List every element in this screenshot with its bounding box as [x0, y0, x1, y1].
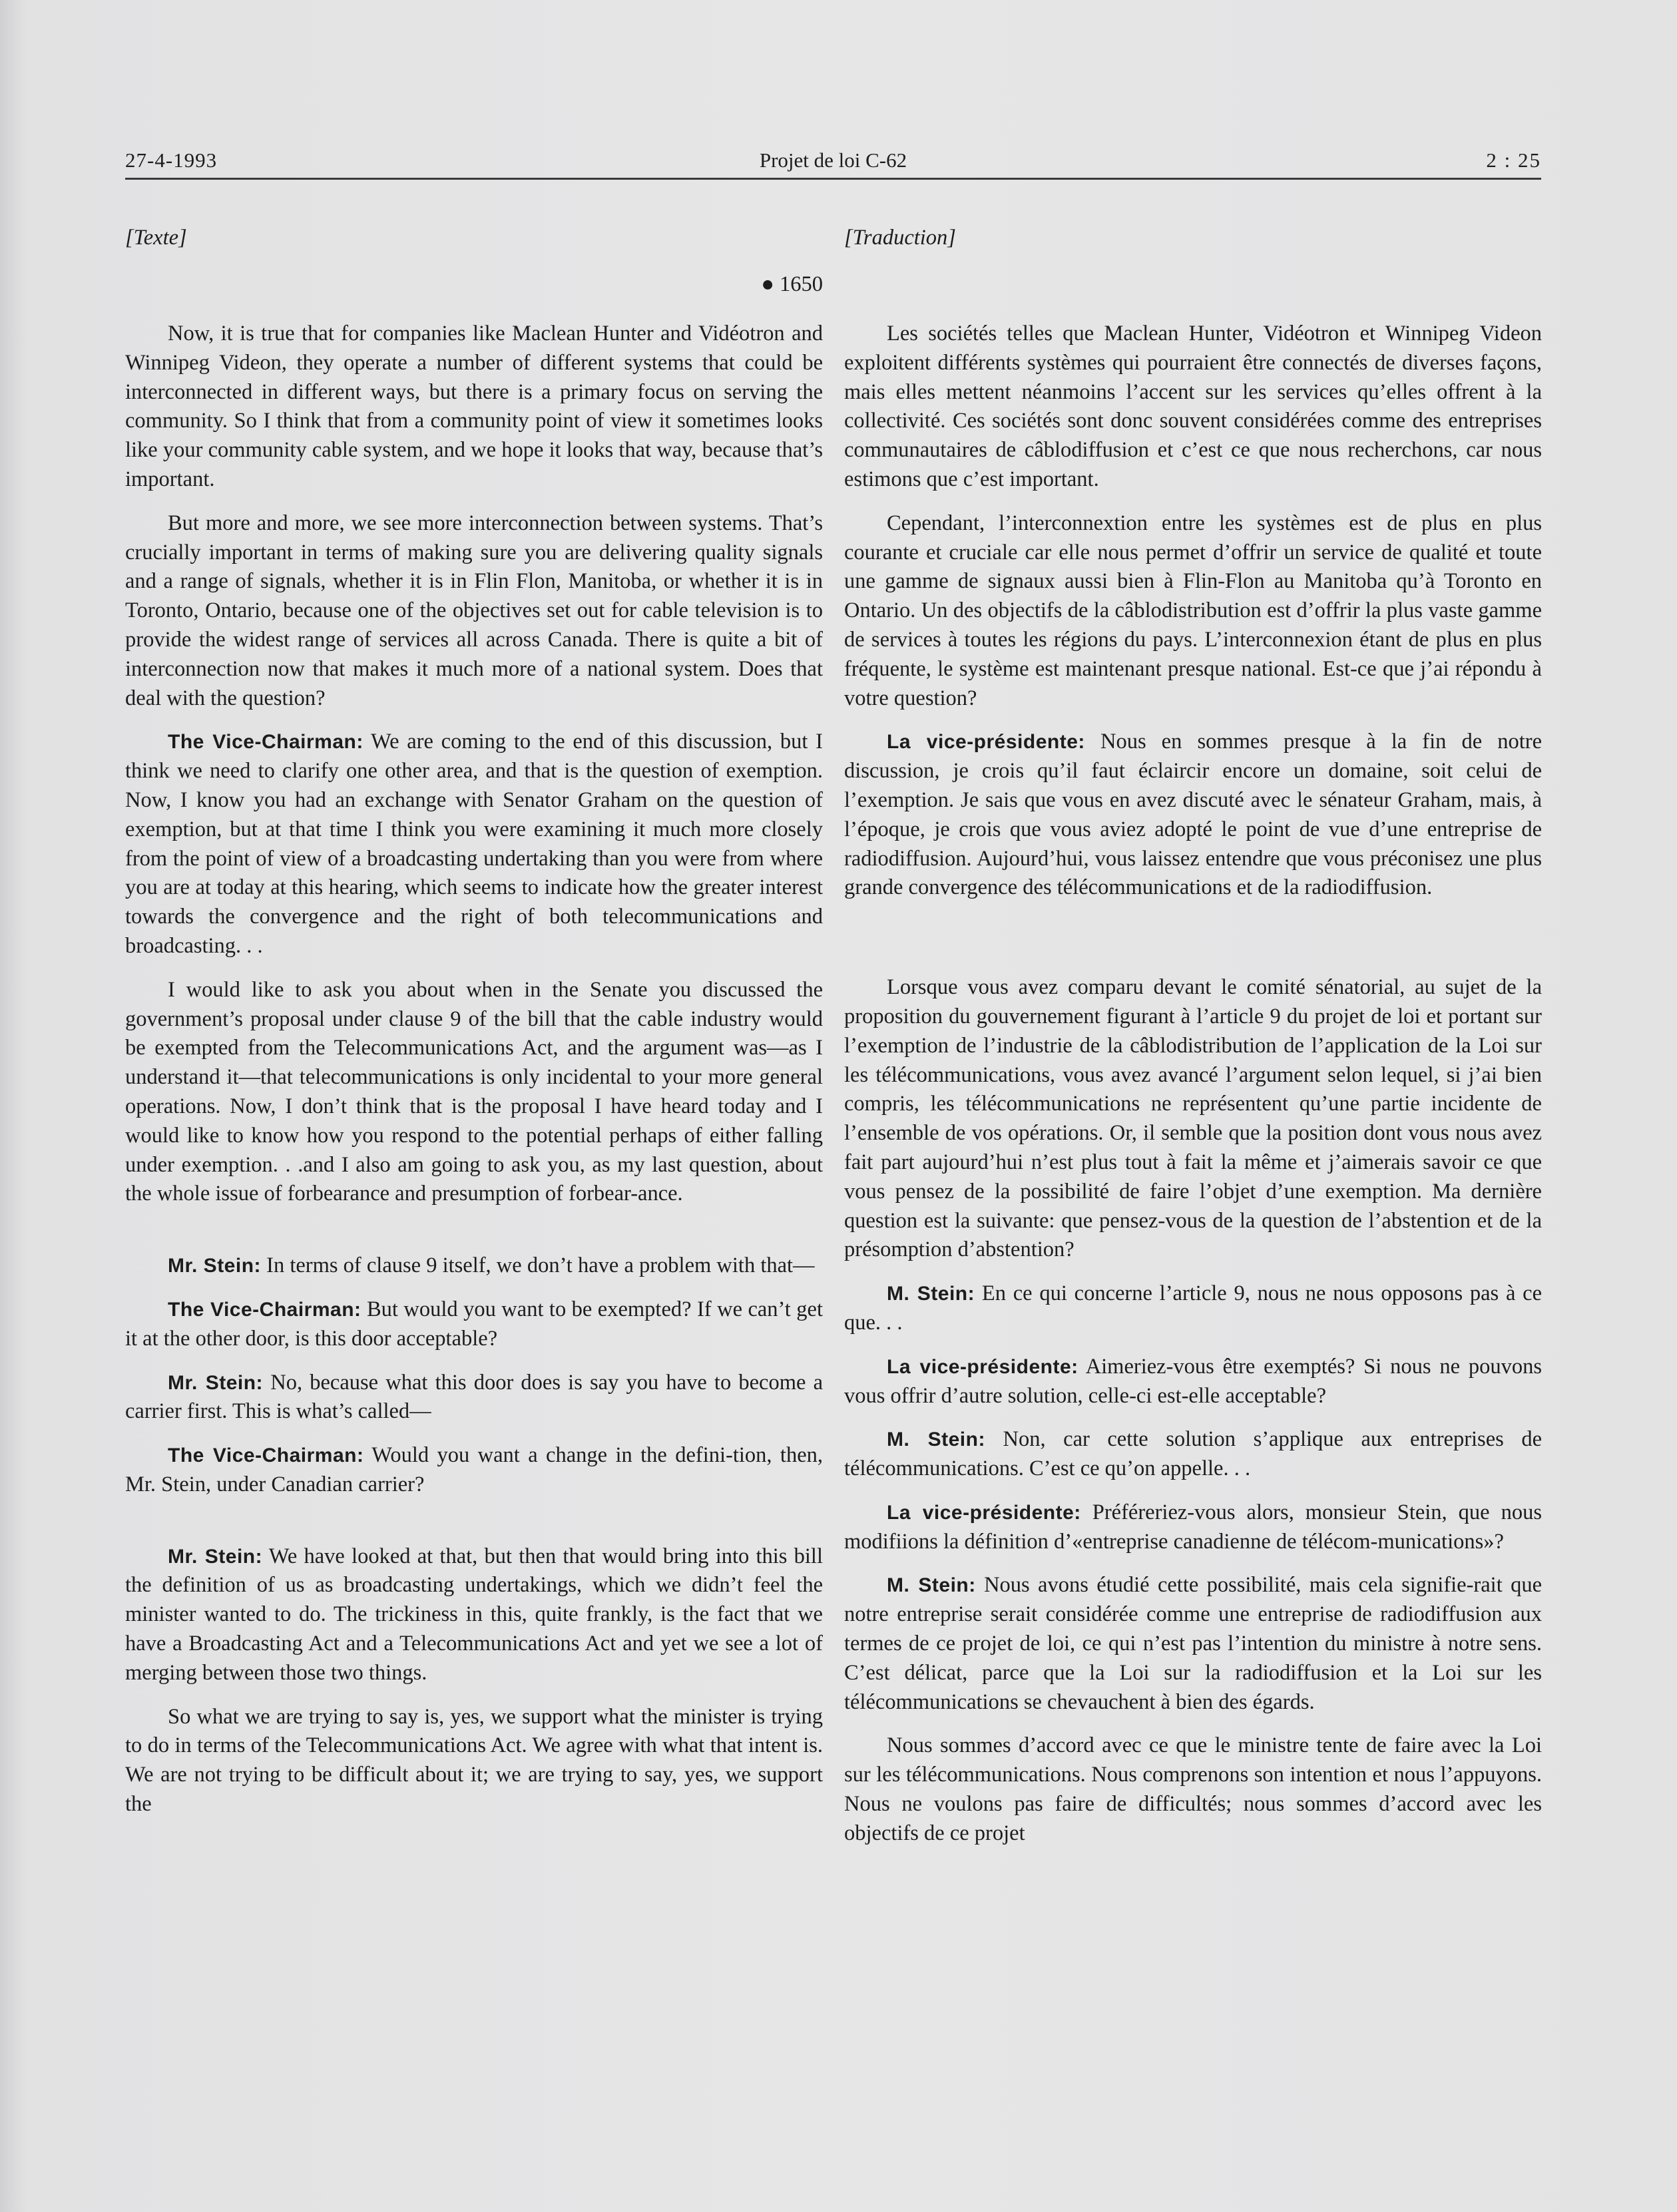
paragraph	[125, 1251, 823, 1281]
speaker-name: La vice-présidente:	[887, 731, 1085, 754]
speaker-name: The Vice-Chairman:	[168, 731, 363, 754]
spacer	[844, 270, 1542, 320]
paragraph	[844, 1425, 1542, 1484]
paragraph-text: But more and more, we see more interconnection between systems. That’s crucially important in terms of making sure you are delivering quality signals and a range of signals, whether it is in Flin Flon, Manitoba, or whether it is in Toronto, Ontario, because one of the objectives set out for cable television is to provide the widest range of services all across Canada. There is quite a bit of interconnection now that makes it much more of a national system. Does that deal with the question?	[125, 511, 823, 710]
paragraph-text: Cependant, l’interconnextion entre les systèmes est de plus en plus courante et cruciale car elle nous permet d’offrir un service de qualité et toute une gamme de signaux aussi bien à Flin-Flon au Manitoba qu’à Toronto en Ontario. Un des objectifs de la câblodistribution est d’offrir la plus vaste gamme de services à toutes les régions du pays. L’interconnexion étant de plus en plus fréquente, le système est maintenant presque national. Est-ce que j’ai répondu à votre question?	[844, 511, 1542, 710]
spacer	[844, 917, 1542, 973]
speaker-name: M. Stein:	[887, 1574, 976, 1597]
paragraph	[125, 728, 823, 961]
paragraph-text: So what we are trying to say is, yes, we support what the minister is trying to do in terms of the Telecommunications Act. We agree with what that intent is. We are not trying to be difficult about it; we are trying to say, yes, we support the	[125, 1704, 823, 1817]
spacer	[125, 1514, 823, 1542]
speaker-name: M. Stein:	[887, 1283, 975, 1305]
paragraph	[844, 1571, 1542, 1717]
paragraph-text: In terms of clause 9 itself, we don’t have a problem with that—	[261, 1253, 815, 1278]
time-marker: ● 1650	[761, 272, 823, 296]
speaker-name: La vice-présidente:	[887, 1501, 1081, 1524]
paragraph	[125, 1703, 823, 1819]
speaker-name: Mr. Stein:	[168, 1371, 264, 1394]
paragraph-text: Lorsque vous avez comparu devant le comité sénatorial, au sujet de la proposition du gouvernement figurant à l’article 9 du projet de loi et portant sur l’exemption de l’industrie de la câblodistribution de l’application de la Loi sur les télécommunications, vous avez avancé l’argument selon lequel, si j’ai bien compris, les télécommunications ne représentent qu’une partie incidente de l’ensemble de vos opérations. Or, il semble que la position dont vous nous avez fait part aujourd’hui n’est plus tout à fait la même et j’aimerais savoir ce que vous pensez de la possibilité de faire l’objet d’une exemption. Ma dernière question est la suivante: que pensez-vous de la question de l’abstention et de la présomption d’abstention?	[844, 975, 1542, 1262]
paragraph	[125, 976, 823, 1209]
speaker-name: M. Stein:	[887, 1429, 985, 1451]
paragraph-text: Nous sommes d’accord avec ce que le ministre tente de faire avec la Loi sur les télécommunications. Nous comprenons son intention et nous l’appuyons. Nous ne voulons pas faire de difficultés; nous sommes d’accord avec les objectifs de ce projet	[844, 1733, 1542, 1845]
paragraph	[844, 1353, 1542, 1411]
paragraph-text: Now, it is true that for companies like Maclean Hunter and Vidéotron and Winnipeg Videon, they operate a number of different systems that could be interconnected in different ways, but there is a primary focus on serving the community. So I think that from a community point of view it sometimes looks like your community cable system, and we hope it looks that way, because that’s important.	[125, 322, 823, 491]
french-column	[844, 224, 1542, 1863]
english-column	[125, 224, 823, 1834]
speaker-name: La vice-présidente:	[887, 1355, 1078, 1378]
paragraph	[844, 728, 1542, 903]
paragraph-text: But would you want to be exempted? If we can’t get it at the other door, is this door acceptable?	[125, 1297, 823, 1351]
paragraph	[125, 1542, 823, 1688]
traduction-label: [Traduction]	[844, 226, 956, 250]
header-title: Projet de loi C-62	[759, 148, 907, 172]
speaker-name: Mr. Stein:	[168, 1545, 263, 1568]
paragraph-text: No, because what this door does is say you have to become a carrier first. This is what’s called—	[125, 1370, 823, 1424]
paragraph-text: En ce qui concerne l’article 9, nous ne nous opposons pas à ce que. . .	[844, 1281, 1542, 1335]
paragraph-text: Nous en sommes presque à la fin de notre discussion, je crois qu’il faut éclaircir encore un domaine, soit celui de l’exemption. Je sais que vous en avez discuté avec le sénateur Graham, mais, à l’époque, je crois que vous aviez adopté le point de vue d’une entreprise de radiodiffusion. Aujourd’hui, vous laissez entendre que vous préconisez une plus grande convergence des télécommunications et de la radiodiffusion.	[844, 730, 1542, 900]
paragraph-text: Préféreriez-vous alors, monsieur Stein, que nous modifiions la définition d’«entreprise canadienne de télécom-munications»?	[844, 1500, 1542, 1554]
paragraph	[844, 1731, 1542, 1848]
paragraph-text: Aimeriez-vous être exemptés? Si nous ne pouvons vous offrir d’autre solution, celle-ci est-elle acceptable?	[844, 1354, 1542, 1408]
paragraph	[125, 1295, 823, 1354]
header-date: 27-4-1993	[125, 148, 218, 172]
speaker-name: Mr. Stein:	[168, 1255, 262, 1277]
paragraph	[844, 509, 1542, 714]
paragraph	[125, 320, 823, 495]
paragraph	[844, 1498, 1542, 1557]
paragraph	[844, 973, 1542, 1265]
running-header	[125, 136, 1541, 180]
paragraph-text: Non, car cette solution s’applique aux entreprises de télécommunications. C’est ce qu’on appelle. . .	[844, 1427, 1543, 1481]
paragraph-text: I would like to ask you about when in the Senate you discussed the government’s proposal under clause 9 of the bill that the cable industry would be exempted from the Telecommunications Act, and the argument was—as I understand it—that telecommunications is only incidental to your more general operations. Now, I don’t think that is the proposal I have heard today and I would like to know how you respond to the potential perhaps of either falling under exemption. . .and I also am going to ask you, as my last question, about the whole issue of forbearance and presumption of forbear-ance.	[125, 977, 823, 1206]
paragraph-text: Would you want a change in the defini-tion, then, Mr. Stein, under Canadian carrier?	[125, 1443, 823, 1496]
paragraph	[844, 320, 1542, 495]
paragraph-text: We have looked at that, but then that would bring into this bill the definition of us as broadcasting undertakings, which we didn’t feel the minister wanted to do. The trickiness in this, quite frankly, is the fact that we have a Broadcasting Act and a Telecommunications Act and yet we see a lot of merging between those two things.	[125, 1544, 823, 1685]
paragraph	[125, 1441, 823, 1500]
texte-label: [Texte]	[125, 226, 187, 250]
spacer	[125, 1223, 823, 1251]
paragraph-text: Les sociétés telles que Maclean Hunter, Vidéotron et Winnipeg Videon exploitent différents systèmes qui pourraient être connectés de diverses façons, mais elles mettent néanmoins l’accent sur les services qu’elles offrent à la collectivité. Ces sociétés sont donc souvent considérées comme des entreprises communautaires de câblodiffusion et c’est ce que nous recherchons, car nous estimons que c’est important.	[844, 322, 1542, 491]
header-page-number: 2 : 25	[1486, 148, 1541, 172]
paragraph	[125, 1369, 823, 1427]
speaker-name: The Vice-Chairman:	[168, 1444, 364, 1467]
paragraph	[844, 1279, 1542, 1338]
paragraph-text: Nous avons étudié cette possibilité, mais cela signifie-rait que notre entreprise serait considérée comme une entreprise de radiodiffusion aux termes de ce projet de loi, ce qui n’est pas l’intention du ministre à notre sens. C’est délicat, parce que la Loi sur la radiodiffusion et la Loi sur les télécommunications se chevauchent à bien des égards.	[844, 1573, 1542, 1714]
speaker-name: The Vice-Chairman:	[168, 1298, 361, 1321]
paragraph	[125, 509, 823, 714]
paragraph-text: We are coming to the end of this discussion, but I think we need to clarify one other area, and that is the question of exemption. Now, I know you had an exchange with Senator Graham on the question of exemption, but at that time I think you were examining it much more closely from the point of view of a broadcasting undertaking than you were from where you are at today at this hearing, which seems to indicate how the greater interest towards the convergence and the right of both telecommunications and broadcasting. . .	[125, 730, 823, 958]
